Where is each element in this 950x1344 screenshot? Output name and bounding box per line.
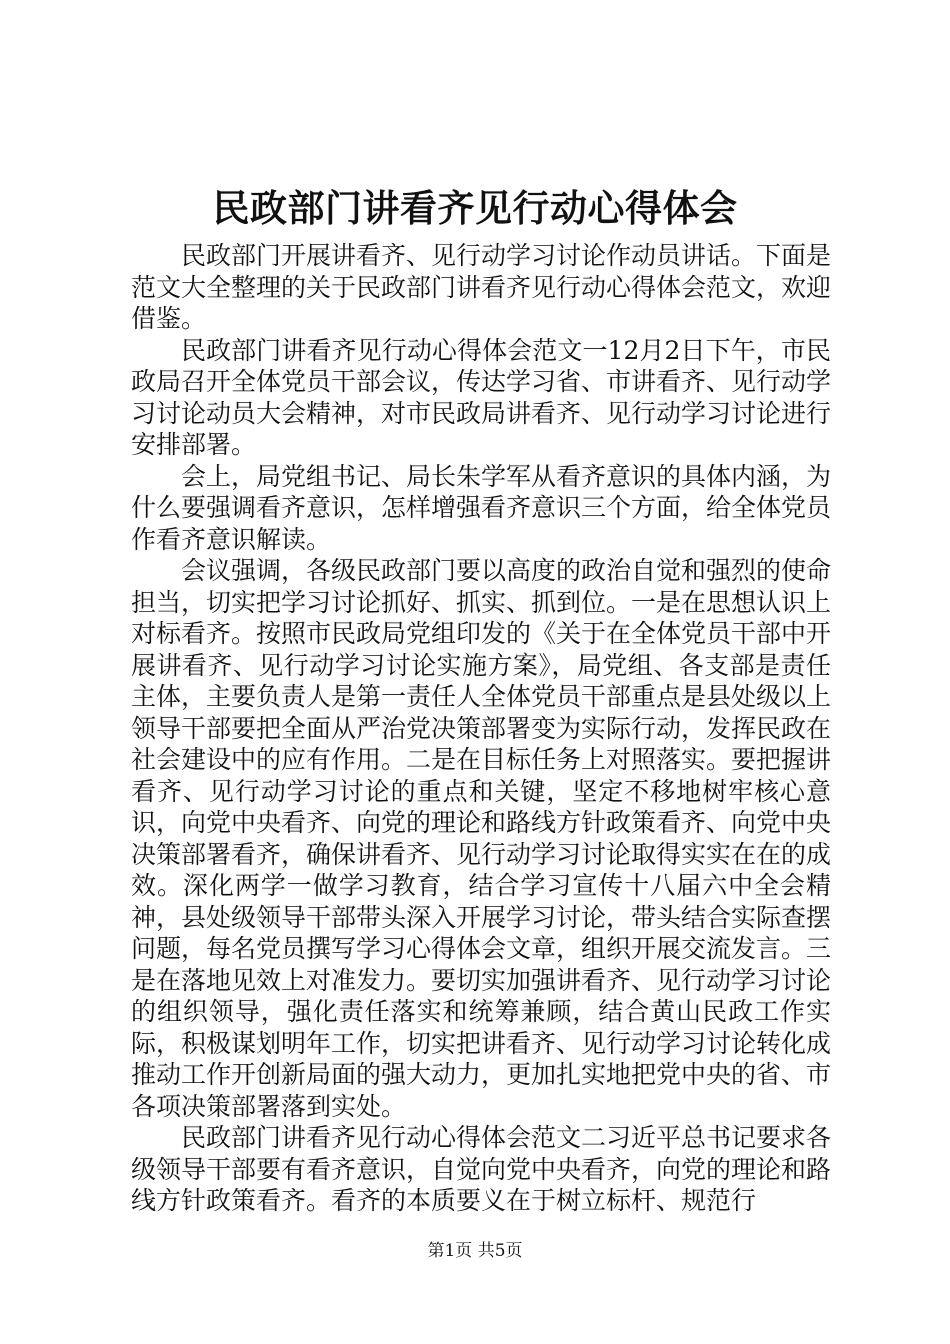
paragraph-sample-one: 民政部门讲看齐见行动心得体会范文一12月2日下午，市民政局召开全体党员干部会议，传达学习省、市讲看齐、见行动学习讨论动员大会精神，对市民政局讲看齐、见行动学习讨论进行安排部署。 (131, 335, 832, 459)
paragraph-intro: 民政部门开展讲看齐、见行动学习讨论作动员讲话。下面是范文大全整理的关于民政部门讲看齐见行动心得体会范文，欢迎借鉴。 (131, 241, 832, 333)
page-number-footer: 第1页 共5页 (427, 1241, 523, 1261)
document-title: 民政部门讲看齐见行动心得体会 (212, 186, 738, 230)
paragraph-emphasis: 会议强调，各级民政部门要以高度的政治自觉和强烈的使命担当，切实把学习讨论抓好、抓实、抓到位。一是在思想认识上对标看齐。按照市民政局党组印发的《关于在全体党员干部中开展讲看齐、见行动学习讨论实施方案》，局党组、各支部是责任主体，主要负责人是第一责任人全体党员干部重点是县处级以上领导干部要把全面从严治党决策部署变为实际行动，发挥民政在社会建设中的应有作用。二是在目标任务上对照落实。要把握讲看齐、见行动学习讨论的重点和关键，坚定不移地树牢核心意识，向党中央看齐、向党的理论和路线方针政策看齐、向党中央决策部署看齐，确保讲看齐、见行动学习讨论取得实实在在的成效。深化两学一做学习教育，结合学习宣传十八届六中全会精神，县处级领导干部带头深入开展学习讨论，带头结合实际查摆问题，每名党员撰写学习心得体会文章，组织开展交流发言。三是在落地见效上对准发力。要切实加强讲看齐、见行动学习讨论的组织领导，强化责任落实和统筹兼顾，结合黄山民政工作实际，积极谋划明年工作，切实把讲看齐、见行动学习讨论转化成推动工作开创新局面的强大动力，更加扎实地把党中央的省、市各项决策部署落到实处。 (131, 556, 832, 1121)
paragraph-sample-two: 民政部门讲看齐见行动心得体会范文二习近平总书记要求各级领导干部要有看齐意识，自觉向党中央看齐，向党的理论和路线方针政策看齐。看齐的本质要义在于树立标杆、规范行 (131, 1123, 832, 1215)
document-body (131, 240, 831, 1217)
paragraph-meeting: 会上，局党组书记、局长朱学军从看齐意识的具体内涵，为什么要强调看齐意识，怎样增强看齐意识三个方面，给全体党员作看齐意识解读。 (131, 461, 832, 554)
